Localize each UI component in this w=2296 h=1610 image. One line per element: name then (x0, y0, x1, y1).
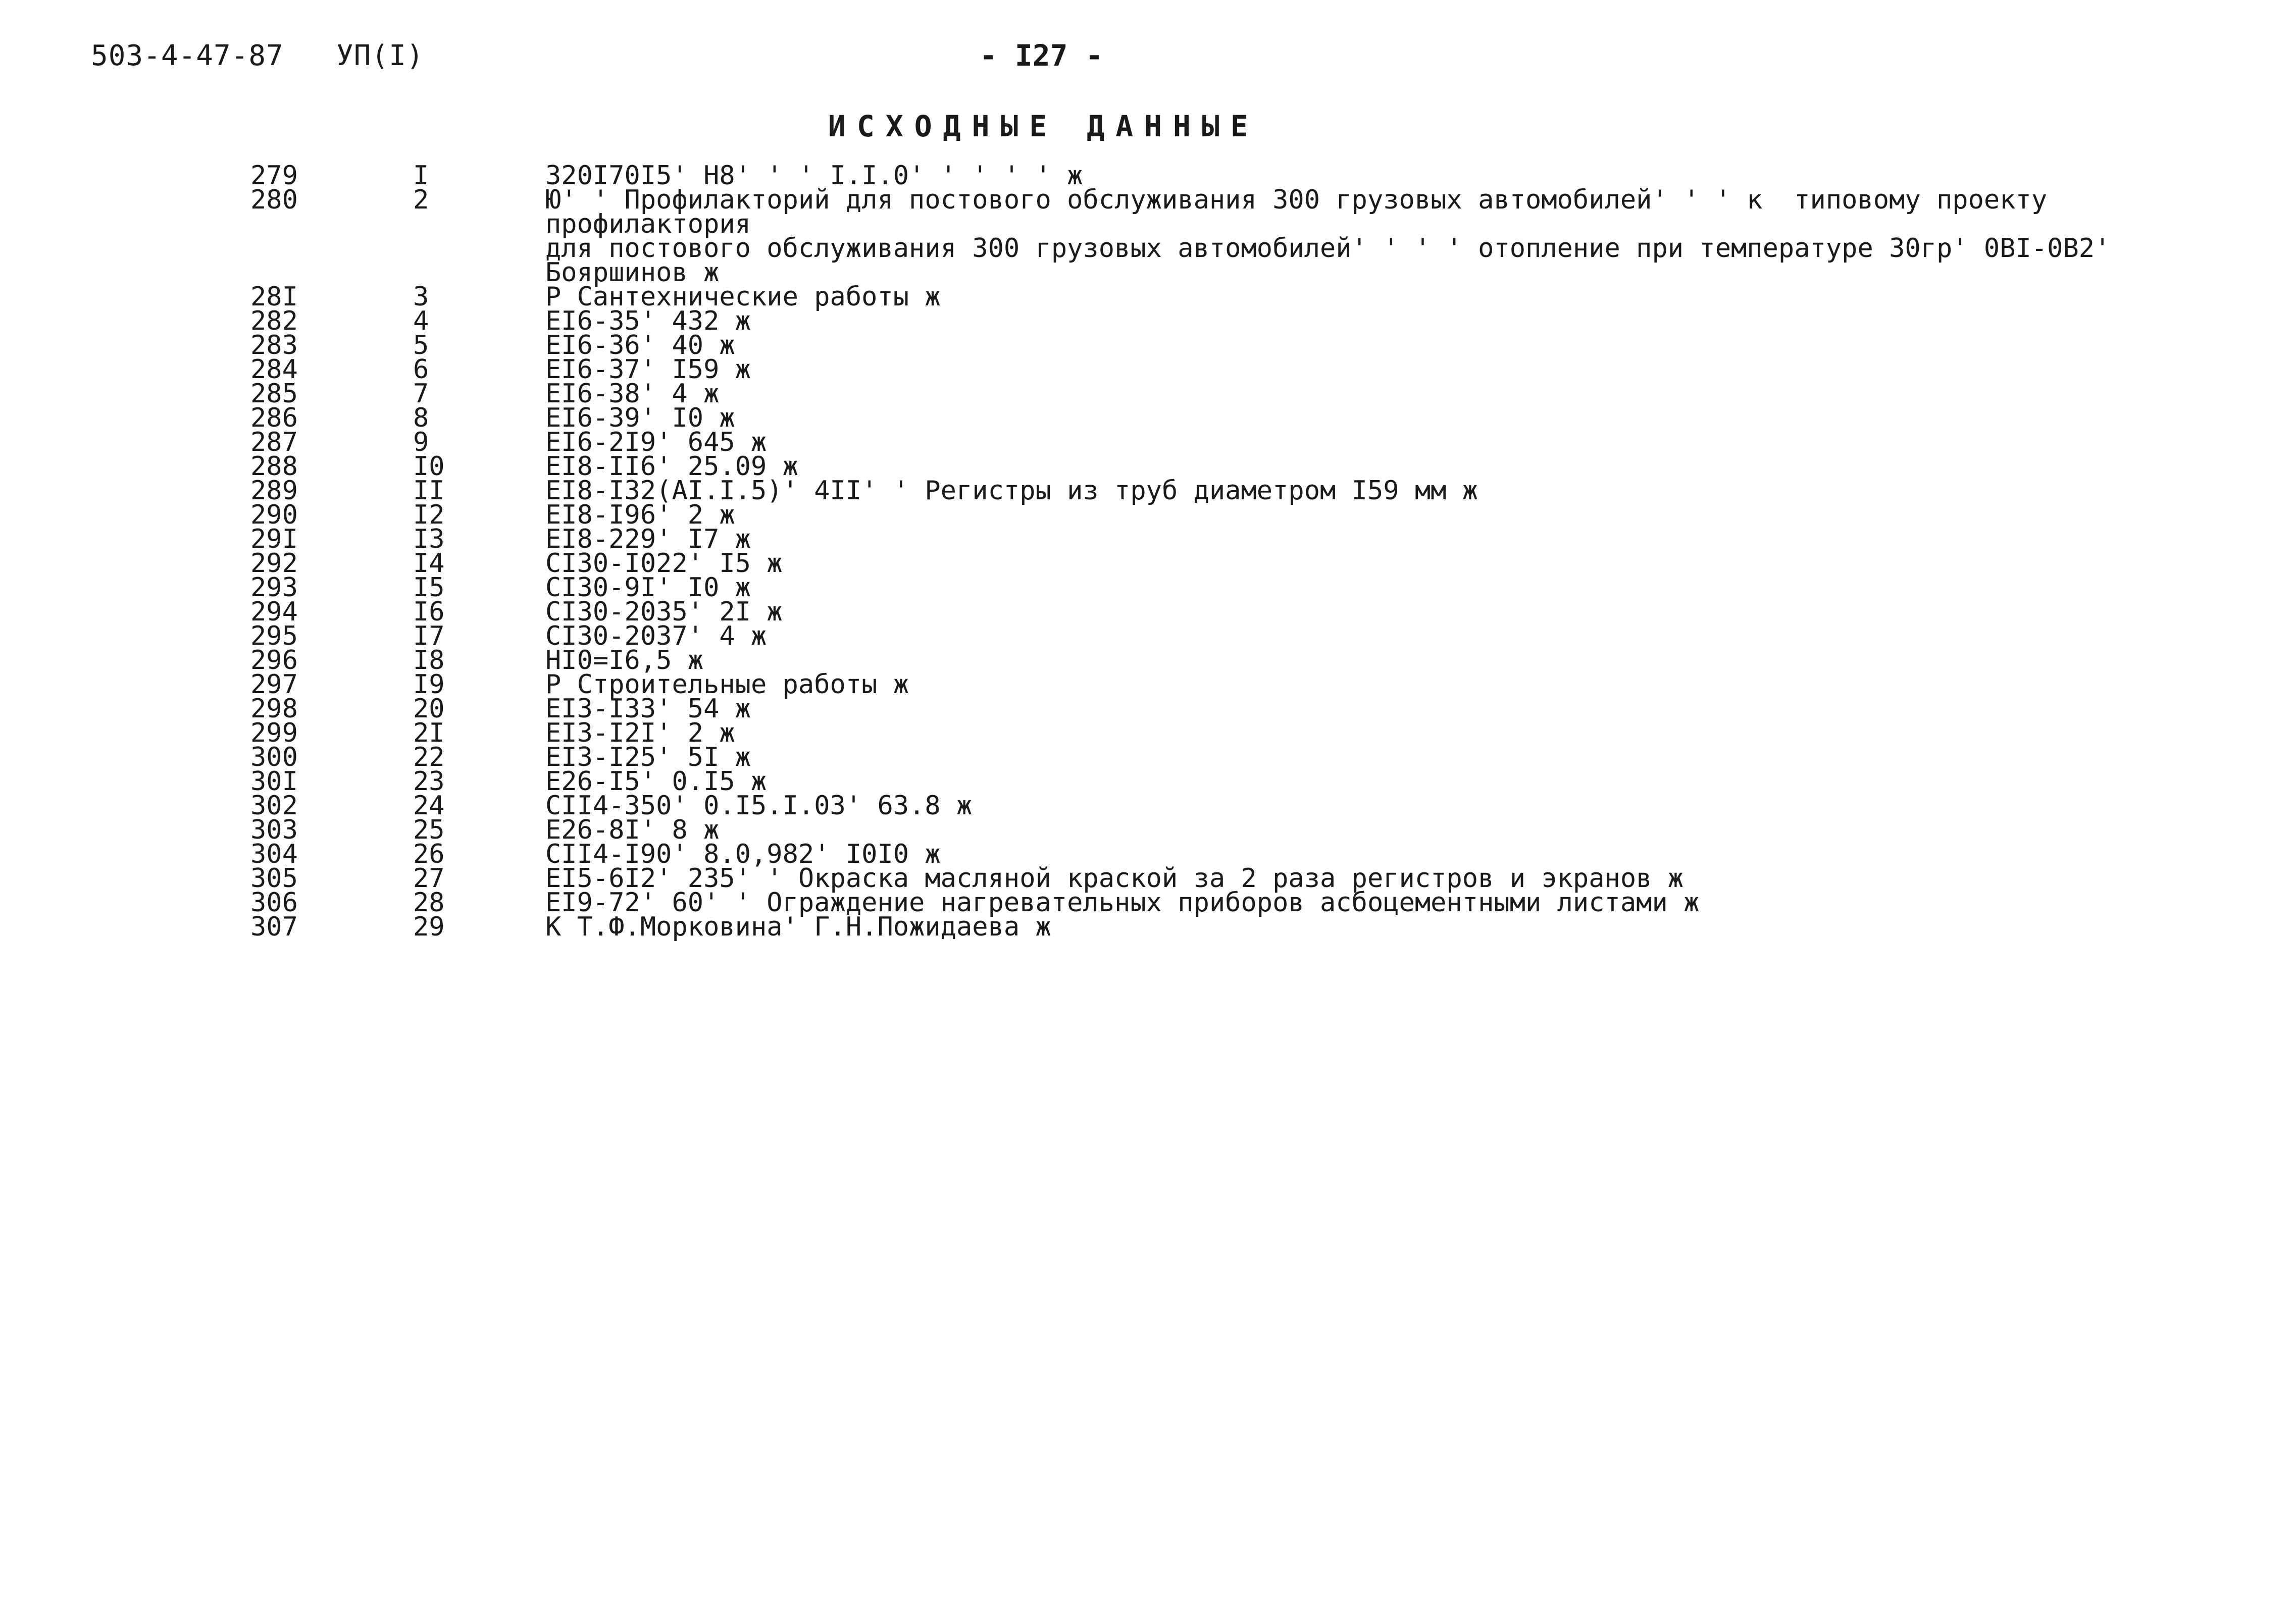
row-text: 320I70I5' H8' ' ' I.I.0' ' ' ' ' ж (545, 161, 1083, 191)
row-number: 299 (250, 718, 298, 748)
row-sequence: 22 (413, 742, 445, 772)
table-row (0, 718, 2296, 748)
row-number: 28I (250, 282, 298, 312)
table-row (0, 476, 2296, 506)
row-sequence: 5 (413, 330, 429, 360)
row-number: 305 (250, 863, 298, 894)
row-number: 285 (250, 379, 298, 409)
row-sequence: 2I (413, 718, 445, 748)
row-text: EI6-35' 432 ж (545, 306, 751, 336)
row-text: Р Строительные работы ж (545, 669, 909, 700)
row-number: 292 (250, 548, 298, 579)
row-sequence: II (413, 476, 445, 506)
row-text: CI30-2037' 4 ж (545, 621, 767, 651)
row-number: 303 (250, 815, 298, 845)
row-number: 29I (250, 524, 298, 554)
row-text: EI9-72' 60' ' Ограждение нагревательных приборов асбоцементными листами ж (545, 888, 1700, 918)
row-sequence: I7 (413, 621, 445, 651)
row-text: EI5-6I2' 235' ' Окраска масляной краской за 2 раза регистров и экранов ж (545, 863, 1684, 894)
row-number: 289 (250, 476, 298, 506)
table-row (0, 306, 2296, 336)
table-row (0, 888, 2296, 918)
table-row (0, 912, 2296, 942)
row-sequence: I2 (413, 500, 445, 530)
row-text: К Т.Ф.Морковина' Г.Н.Пожидаева ж (545, 912, 1051, 942)
row-number: 286 (250, 403, 298, 433)
row-number: 283 (250, 330, 298, 360)
table-row (0, 621, 2296, 651)
row-text: CI30-I022' I5 ж (545, 548, 783, 579)
table-row (0, 451, 2296, 482)
row-text: CII4-350' 0.I5.I.03' 63.8 ж (545, 791, 973, 821)
row-number: 295 (250, 621, 298, 651)
row-sequence: 27 (413, 863, 445, 894)
table-row (0, 548, 2296, 579)
table-row (0, 645, 2296, 676)
row-text: EI3-I2I' 2 ж (545, 718, 735, 748)
row-text: EI6-2I9' 645 ж (545, 427, 767, 457)
row-number: 294 (250, 597, 298, 627)
table-row (0, 161, 2296, 191)
table-row (0, 427, 2296, 457)
row-number: 288 (250, 451, 298, 482)
row-number: 280 (250, 185, 298, 215)
row-text: EI8-II6' 25.09 ж (545, 451, 798, 482)
row-sequence: I9 (413, 669, 445, 700)
row-text: Р Сантехнические работы ж (545, 282, 941, 312)
row-sequence: 4 (413, 306, 429, 336)
row-text: CI30-2035' 2I ж (545, 597, 783, 627)
row-number: 284 (250, 354, 298, 385)
row-number: 279 (250, 161, 298, 191)
row-text: EI6-37' I59 ж (545, 354, 751, 385)
row-number: 290 (250, 500, 298, 530)
row-sequence: 26 (413, 839, 445, 869)
table-row (0, 669, 2296, 700)
row-text: E26-I5' 0.I5 ж (545, 766, 767, 797)
table-row (0, 282, 2296, 312)
row-number: 293 (250, 573, 298, 603)
row-sequence: I8 (413, 645, 445, 676)
row-number: 296 (250, 645, 298, 676)
row-number: 300 (250, 742, 298, 772)
row-sequence: 2 (413, 185, 429, 215)
row-number: 306 (250, 888, 298, 918)
row-text: EI3-I25' 5I ж (545, 742, 751, 772)
row-text: CII4-I90' 8.0,982' I0I0 ж (545, 839, 941, 869)
row-number: 302 (250, 791, 298, 821)
row-sequence: 7 (413, 379, 429, 409)
table-row (0, 573, 2296, 603)
document-code: 503-4-47-87 УП(I) (91, 39, 424, 72)
row-text: EI6-36' 40 ж (545, 330, 735, 360)
row-number: 287 (250, 427, 298, 457)
row-sequence: I (413, 161, 429, 191)
table-row (0, 863, 2296, 894)
table-row (0, 766, 2296, 797)
table-row (0, 815, 2296, 845)
row-text: EI8-I32(AI.I.5)' 4II' ' Регистры из труб диаметром I59 мм ж (545, 476, 1478, 506)
row-text: Ю' ' Профилакторий для постового обслуживания 300 грузовых автомобилей' ' ' к типовому проекту профилактория для постового обслуживания 300 грузовых автомобилей' ' ' ' отопление при температуре 30гр' 0ВI-0В2' Бояршинов ж (545, 185, 2111, 288)
row-number: 282 (250, 306, 298, 336)
row-sequence: 6 (413, 354, 429, 385)
row-sequence: I6 (413, 597, 445, 627)
row-sequence: 3 (413, 282, 429, 312)
row-sequence: 29 (413, 912, 445, 942)
row-text: EI6-39' I0 ж (545, 403, 735, 433)
row-sequence: 24 (413, 791, 445, 821)
row-number: 307 (250, 912, 298, 942)
row-number: 304 (250, 839, 298, 869)
row-sequence: I3 (413, 524, 445, 554)
table-row (0, 742, 2296, 772)
table-row (0, 330, 2296, 360)
row-sequence: I4 (413, 548, 445, 579)
row-text: EI6-38' 4 ж (545, 379, 720, 409)
data-table (0, 161, 2296, 942)
table-row (0, 379, 2296, 409)
table-row (0, 839, 2296, 869)
row-text: CI30-9I' I0 ж (545, 573, 751, 603)
page-number: - I27 - (980, 38, 1103, 73)
row-sequence: 25 (413, 815, 445, 845)
row-text: EI8-I96' 2 ж (545, 500, 735, 530)
table-row (0, 185, 2296, 288)
table-row (0, 403, 2296, 433)
row-sequence: 23 (413, 766, 445, 797)
table-row (0, 694, 2296, 724)
table-row (0, 354, 2296, 385)
row-number: 30I (250, 766, 298, 797)
row-number: 297 (250, 669, 298, 700)
table-row (0, 791, 2296, 821)
page-title: ИСХОДНЫЕ ДАННЫЕ (828, 109, 1259, 143)
row-sequence: I0 (413, 451, 445, 482)
row-sequence: I5 (413, 573, 445, 603)
row-number: 298 (250, 694, 298, 724)
table-row (0, 500, 2296, 530)
row-sequence: 8 (413, 403, 429, 433)
row-text: HI0=I6,5 ж (545, 645, 704, 676)
table-row (0, 597, 2296, 627)
row-text: EI3-I33' 54 ж (545, 694, 751, 724)
row-sequence: 28 (413, 888, 445, 918)
table-row (0, 524, 2296, 554)
row-sequence: 9 (413, 427, 429, 457)
row-sequence: 20 (413, 694, 445, 724)
row-text: EI8-229' I7 ж (545, 524, 751, 554)
row-text: E26-8I' 8 ж (545, 815, 720, 845)
